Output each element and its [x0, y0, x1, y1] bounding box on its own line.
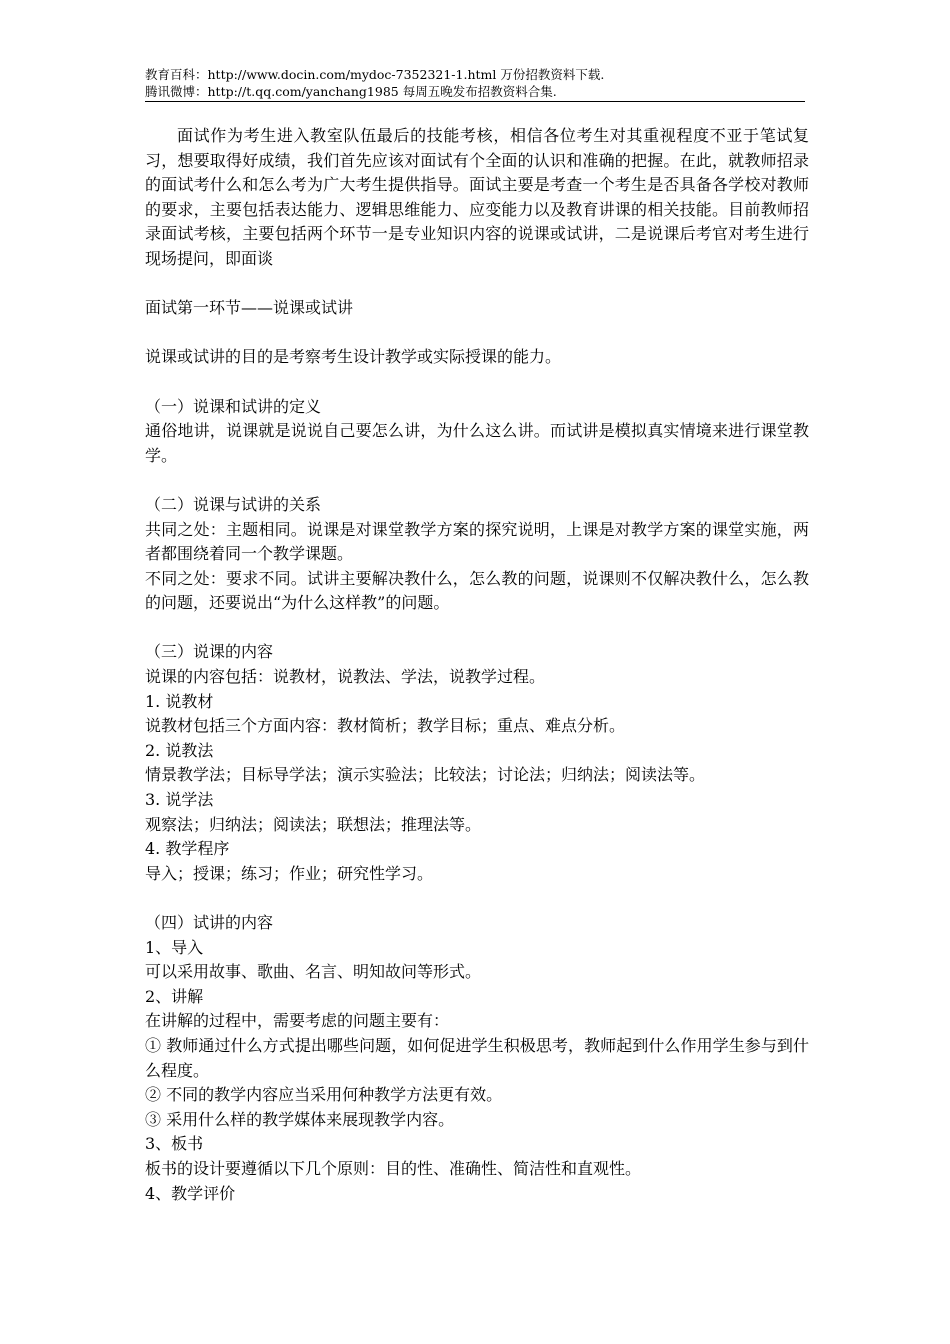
section-title: 面试第一环节——说课或试讲 [145, 298, 354, 318]
header-divider [145, 101, 805, 102]
part3-item-title: 1. 说教材 [145, 691, 214, 711]
part3-summary: 说课的内容包括：说教材，说教法、学法，说教学过程。 [145, 667, 546, 687]
part4-item-text: 板书的设计要遵循以下几个原则：目的性、准确性、简洁性和直观性。 [145, 1158, 642, 1178]
spacer [145, 468, 809, 493]
part4-item-title: 1、导入 [145, 937, 204, 957]
spacer [145, 886, 809, 911]
part3-item-text: 情景教学法；目标导学法；演示实验法；比较法；讨论法；归纳法；阅读法等。 [145, 765, 706, 785]
document-body [145, 124, 809, 1206]
page-header [145, 66, 805, 100]
part4-point: ① 教师通过什么方式提出哪些问题，如何促进学生积极思考，教师起到什么作用学生参与到什么程度。 [145, 1035, 809, 1080]
part4-item-text: 可以采用故事、歌曲、名言、明知故问等形式。 [145, 962, 482, 982]
part3-item-title: 3. 说学法 [145, 790, 214, 810]
part3-item-text: 导入；授课；练习；作业；研究性学习。 [145, 863, 434, 883]
part4-point: ③ 采用什么样的教学媒体来展现教学内容。 [145, 1109, 455, 1129]
part2-heading: （二）说课与试讲的关系 [145, 494, 322, 514]
part3-heading: （三）说课的内容 [145, 642, 274, 662]
part4-item-title: 4、教学评价 [145, 1183, 236, 1203]
spacer [145, 272, 809, 297]
part1-text: 通俗地讲，说课就是说说自己要怎么讲，为什么这么讲。而试讲是模拟真实情境来进行课堂教学。 [145, 421, 809, 465]
purpose-paragraph: 说课或试讲的目的是考察考生设计教学或实际授课的能力。 [145, 347, 562, 367]
header-line-docin: 教育百科：http://www.docin.com/mydoc-7352321-1.html 万份招教资料下载. [145, 67, 605, 82]
spacer [145, 616, 809, 641]
part4-item-title: 2、讲解 [145, 986, 204, 1006]
part4-heading: （四）试讲的内容 [145, 913, 274, 932]
spacer [145, 321, 809, 346]
part4-item-intro: 在讲解的过程中，需要考虑的问题主要有： [145, 1011, 450, 1031]
part1-heading: （一）说课和试讲的定义 [145, 396, 322, 416]
part2-diff: 不同之处：要求不同。试讲主要解决教什么，怎么教的问题，说课则不仅解决教什么，怎么教的问题，还要说出“为什么这样教”的问题。 [145, 568, 809, 613]
part2-common: 共同之处：主题相同。说课是对课堂教学方案的探究说明，上课是对教学方案的课堂实施，两者都围绕着同一个教学课题。 [145, 519, 809, 564]
header-line-weibo: 腾讯微博：http://t.qq.com/yanchang1985 每周五晚发布招教资料合集. [145, 84, 557, 99]
part3-item-text: 说教材包括三个方面内容：教材简析；教学目标；重点、难点分析。 [145, 716, 626, 736]
part3-item-title: 4. 教学程序 [145, 839, 230, 859]
intro-paragraph: 面试作为考生进入教室队伍最后的技能考核，相信各位考生对其重视程度不亚于笔试复习，想要取得好成绩，我们首先应该对面试有个全面的认识和准确的把握。在此，就教师招录的面试考什么和怎么考为广大考生提供指导。面试主要是考查一个考生是否具备各学校对教师的要求，主要包括表达能力、逻辑思维能力、应变能力以及教育讲课的相关技能。目前教师招录面试考核，主要包括两个环节一是专业知识内容的说课或试讲，二是说课后考官对考生进行现场提问，即面谈 [145, 126, 809, 268]
spacer [145, 370, 809, 395]
part3-item-title: 2. 说教法 [145, 740, 214, 760]
part4-point: ② 不同的教学内容应当采用何种教学方法更有效。 [145, 1085, 503, 1105]
part4-item-title: 3、板书 [145, 1134, 204, 1154]
part3-item-text: 观察法；归纳法；阅读法；联想法；推理法等。 [145, 814, 482, 834]
